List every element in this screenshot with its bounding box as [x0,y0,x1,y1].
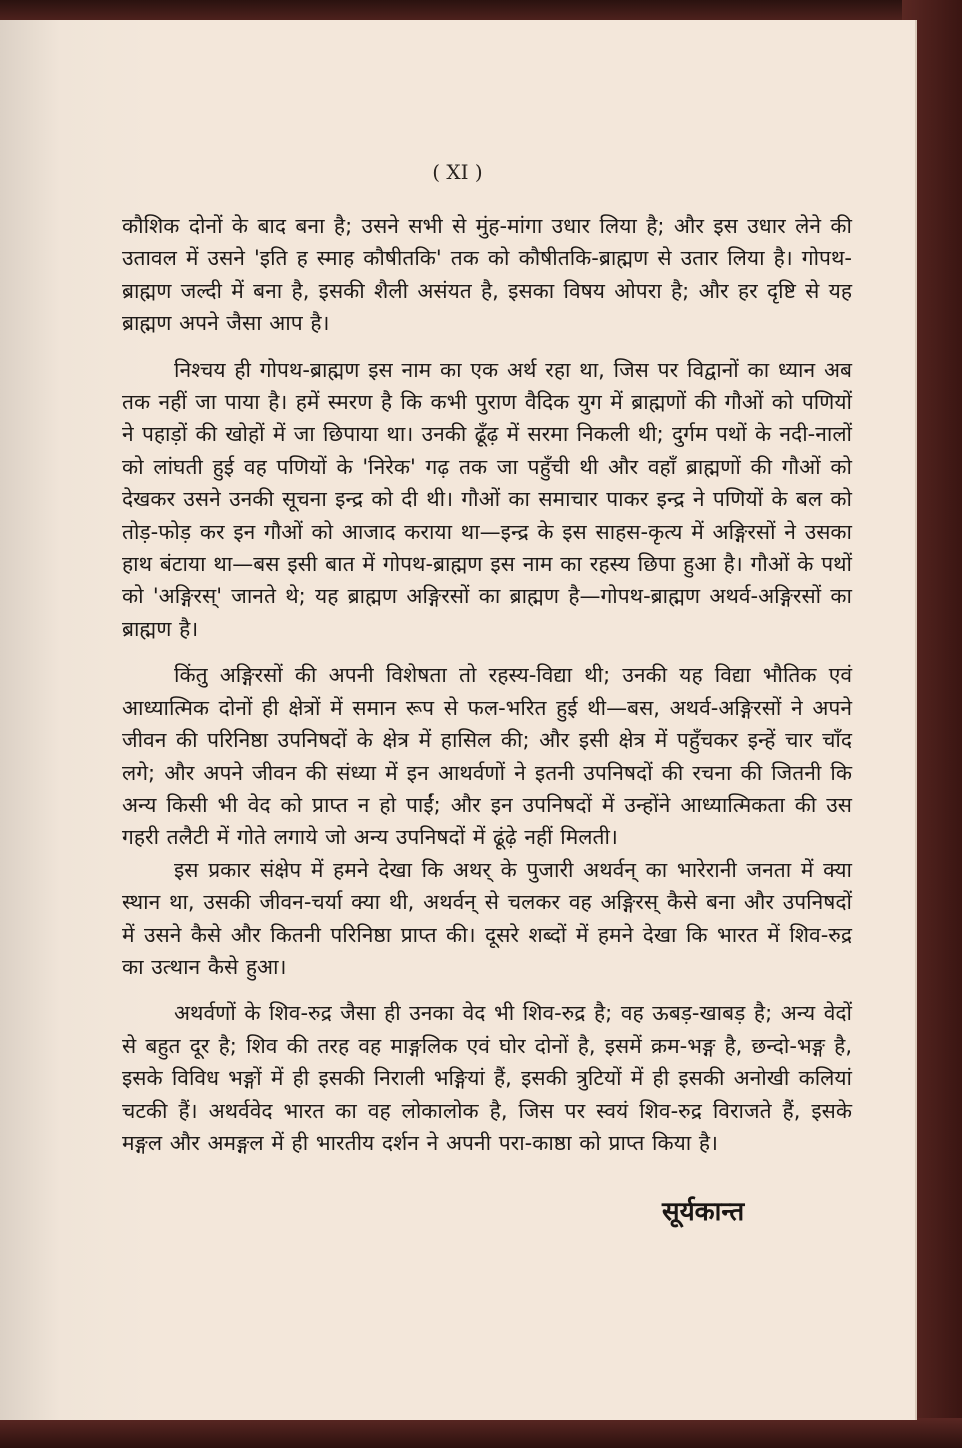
book-cover-bottom-edge [0,1418,962,1448]
paragraph-1: कौशिक दोनों के बाद बना है; उसने सभी से मुंह-मांगा उधार लिया है; और इस उधार लेने की उतावल में उसने 'इति ह स्माह कौषीतकि' तक को कौषीतकि-ब्राह्मण से उतार लिया है। गोपथ-ब्राह्मण जल्दी में बना है, इसकी शैली असंयत है, इसका विषय ओपरा है; और हर दृष्टि से यह ब्राह्मण अपने जैसा आप है। [122,214,852,336]
book-page [0,20,917,1420]
page-body [122,210,852,1159]
paragraph-4: इस प्रकार संक्षेप में हमने देखा कि अथर् के पुजारी अथर्वन् का भारेरानी जनता में क्या स्थान था, उसकी जीवन-चर्या क्या थी, अथर्वन् से चलकर वह अङ्गिरस् कैसे बना और उपनिषदों में उसने कैसे और कितनी परिनिष्ठा प्राप्त की। दूसरे शब्दों में हमने देखा कि भारत में शिव-रुद्र का उत्थान कैसे हुआ। [122,857,852,979]
paragraph-2: निश्चय ही गोपथ-ब्राह्मण इस नाम का एक अर्थ रहा था, जिस पर विद्वानों का ध्यान अब तक नहीं जा पाया है। हमें स्मरण है कि कभी पुराण वैदिक युग में ब्राह्मणों की गौओं को पणियों ने पहाड़ों की खोहों में जा छिपाया था। उनकी ढूँढ़ में सरमा निकली थी; दुर्गम पथों के नदी-नालों को लांघती हुई वह पणियों के 'निरेक' गढ़ तक जा पहुँची थी और वहाँ ब्राह्मणों की गौओं को देखकर उसने उनकी सूचना इन्द्र को दी थी। गौओं का समाचार पाकर इन्द्र ने पणियों के बल को तोड़-फोड़ कर इन गौओं को आजाद कराया था—इन्द्र के इस साहस-कृत्य में अङ्गिरसों ने उसका हाथ बंटाया था—बस इसी बात में गोपथ-ब्राह्मण इस नाम का रहस्य छिपा हुआ है। गौओं के पथों को 'अङ्गिरस्' जानते थे; यह ब्राह्मण अङ्गिरसों का ब्राह्मण है—गोपथ-ब्राह्मण अथर्व-अङ्गिरसों का ब्राह्मण है। [122,357,852,641]
author-signature: सूर्यकान्त [662,1197,745,1227]
page-number: ( XI ) [432,160,483,184]
paragraph-5: अथर्वणों के शिव-रुद्र जैसा ही उनका वेद भी शिव-रुद्र है; वह ऊबड़-खाबड़ है; अन्य वेदों से बहुत दूर है; शिव की तरह वह माङ्गलिक एवं घोर दोनों है, इसमें क्रम-भङ्ग है, छन्दो-भङ्ग है, इसके विविध भङ्गों में ही इसकी निराली भङ्गियां हैं, इसकी त्रुटियों में ही इसकी अनोखी कलियां चटकी हैं। अथर्ववेद भारत का वह लोकालोक है, जिस पर स्वयं शिव-रुद्र विराजते हैं, इसके मङ्गल और अमङ्गल में ही भारतीय दर्शन ने अपनी परा-काष्ठा को प्राप्त किया है। [122,1001,852,1155]
paragraph-3: किंतु अङ्गिरसों की अपनी विशेषता तो रहस्य-विद्या थी; उनकी यह विद्या भौतिक एवं आध्यात्मिक दोनों ही क्षेत्रों में समान रूप से फल-भरित हुई थी—बस, अथर्व-अङ्गिरसों ने अपने जीवन की परिनिष्ठा उपनिषदों के क्षेत्र में हासिल की; और इसी क्षेत्र में पहुँचकर इन्हें चार चाँद लगे; और अपने जीवन की संध्या में इन आथर्वणों ने इतनी उपनिषदों की रचना की जितनी कि अन्य किसी भी वेद को प्राप्त न हो पाईं; और इन उपनिषदों में उन्होंने आध्यात्मिकता की उस गहरी तलैटी में गोते लगाये जो अन्य उपनिषदों में ढूंढ़े नहीं मिलती। [122,663,852,850]
